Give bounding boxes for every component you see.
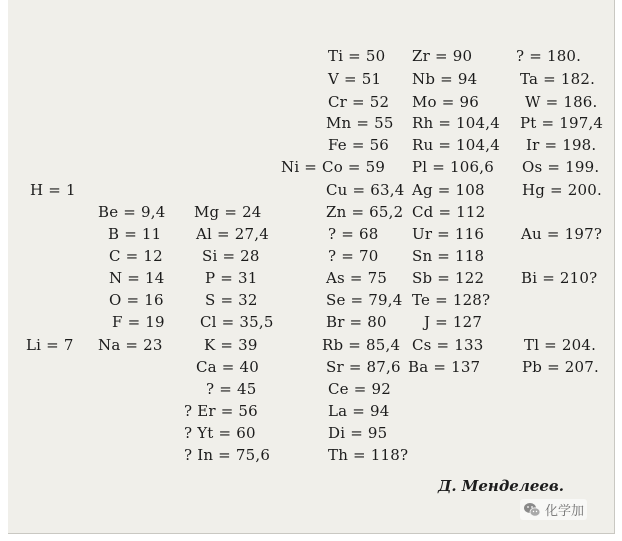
element-entry: F = 19 — [112, 313, 165, 331]
element-entry: ? Er = 56 — [184, 402, 258, 420]
element-entry: Cr = 52 — [328, 93, 390, 111]
element-entry: Cd = 112 — [412, 203, 486, 221]
element-entry: Ir = 198. — [526, 136, 597, 154]
element-entry: Pb = 207. — [522, 358, 599, 376]
element-entry: B = 11 — [108, 225, 162, 243]
element-entry: Au = 197? — [521, 225, 603, 243]
element-entry: ? Yt = 60 — [184, 424, 256, 442]
document-page — [8, 0, 615, 534]
element-entry: Rh = 104,4 — [412, 114, 501, 132]
element-entry: Sn = 118 — [412, 247, 485, 265]
element-entry: Se = 79,4 — [326, 291, 403, 309]
element-entry: Si = 28 — [202, 247, 260, 265]
element-entry: Bi = 210? — [521, 269, 598, 287]
element-entry: Ta = 182. — [520, 70, 596, 88]
watermark-text: 化学加 — [545, 504, 585, 519]
element-entry: ? = 70 — [328, 247, 379, 265]
watermark — [520, 499, 587, 520]
element-entry: S = 32 — [205, 291, 258, 309]
element-entry: C = 12 — [109, 247, 163, 265]
author-signature: Д. Менделеев. — [438, 477, 564, 495]
element-entry: J = 127 — [424, 313, 483, 331]
element-entry: Zn = 65,2 — [326, 203, 404, 221]
element-entry: Ag = 108 — [412, 181, 485, 199]
element-entry: N = 14 — [109, 269, 165, 287]
element-entry: Mn = 55 — [326, 114, 394, 132]
element-entry: ? = 68 — [328, 225, 379, 243]
element-entry: Ti = 50 — [328, 47, 386, 65]
element-entry: ? = 45 — [206, 380, 257, 398]
element-entry: Li = 7 — [26, 336, 74, 354]
element-entry: Ce = 92 — [328, 380, 391, 398]
element-entry: ? = 180. — [516, 47, 582, 65]
element-entry: V = 51 — [328, 70, 382, 88]
element-entry: Pt = 197,4 — [520, 114, 604, 132]
element-entry: Zr = 90 — [412, 47, 473, 65]
element-entry: Cs = 133 — [412, 336, 484, 354]
element-entry: ? In = 75,6 — [184, 446, 271, 464]
element-entry: As = 75 — [326, 269, 388, 287]
element-entry: O = 16 — [109, 291, 164, 309]
element-entry: Na = 23 — [98, 336, 163, 354]
element-entry: Cl = 35,5 — [200, 313, 274, 331]
element-entry: Te = 128? — [412, 291, 491, 309]
element-entry: Os = 199. — [522, 158, 600, 176]
element-entry: Mo = 96 — [412, 93, 479, 111]
element-entry: W = 186. — [525, 93, 598, 111]
element-entry: Ur = 116 — [412, 225, 485, 243]
element-entry: Cu = 63,4 — [326, 181, 405, 199]
element-entry: Di = 95 — [328, 424, 388, 442]
element-entry: Ba = 137 — [408, 358, 481, 376]
element-entry: P = 31 — [205, 269, 258, 287]
element-entry: Be = 9,4 — [98, 203, 166, 221]
element-entry: Hg = 200. — [522, 181, 602, 199]
wechat-icon — [523, 502, 541, 518]
element-entry: K = 39 — [204, 336, 258, 354]
element-entry: Ru = 104,4 — [412, 136, 501, 154]
element-entry: Nb = 94 — [412, 70, 478, 88]
element-entry: Tl = 204. — [524, 336, 597, 354]
element-entry: Sr = 87,6 — [326, 358, 401, 376]
element-entry: Ni = Co = 59 — [281, 158, 386, 176]
element-entry: Sb = 122 — [412, 269, 485, 287]
element-entry: Fe = 56 — [328, 136, 390, 154]
element-entry: H = 1 — [30, 181, 76, 199]
element-entry: Br = 80 — [326, 313, 387, 331]
element-entry: Pl = 106,6 — [412, 158, 494, 176]
element-entry: Ca = 40 — [196, 358, 260, 376]
element-entry: Mg = 24 — [194, 203, 262, 221]
element-entry: Th = 118? — [328, 446, 409, 464]
element-entry: La = 94 — [328, 402, 390, 420]
element-entry: Al = 27,4 — [196, 225, 269, 243]
element-entry: Rb = 85,4 — [322, 336, 401, 354]
